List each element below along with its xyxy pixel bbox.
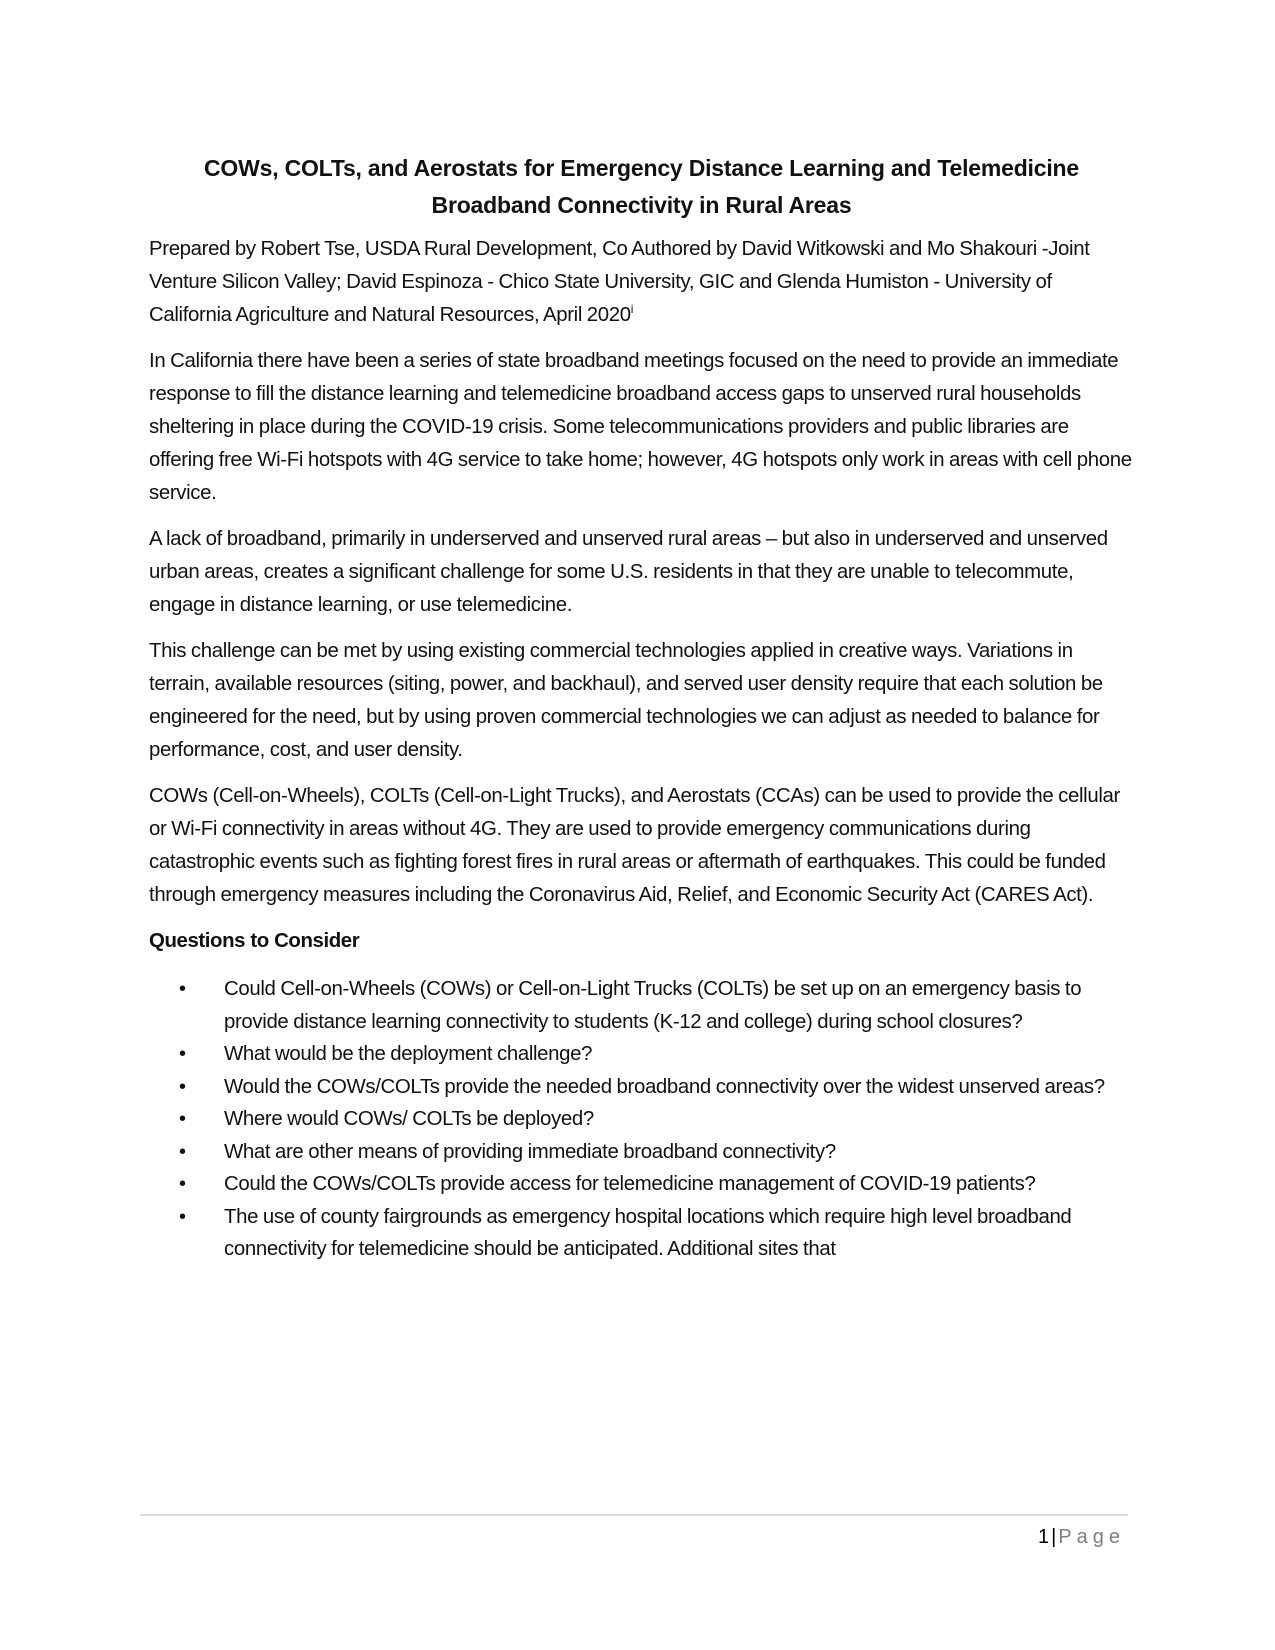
questions-heading: Questions to Consider	[149, 930, 360, 952]
question-text: The use of county fairgrounds as emergency hospital locations which require high level broadband connectivity for telemedicine should be anticipated. Additional sites that	[224, 1205, 1072, 1260]
bullet-icon: •	[179, 1205, 186, 1228]
footer-divider	[140, 1514, 1128, 1516]
list-item	[149, 1038, 1134, 1071]
list-item	[149, 1168, 1134, 1201]
question-text: Where would COWs/ COLTs be deployed?	[224, 1108, 594, 1130]
list-item	[149, 1103, 1134, 1136]
question-text: Could the COWs/COLTs provide access for telemedicine management of COVID-19 patients?	[224, 1173, 1036, 1195]
paragraph-challenge: This challenge can be met by using existing commercial technologies applied in creative ways. Variations in terrain, available resources (siting, power, and backhaul), and served user density require that each solution be engineered for the need, but by using proven commercial technologies we can adjust as needed to balance for performance, cost, and user density.	[149, 640, 1103, 761]
page-footer	[1038, 1522, 1125, 1552]
question-text: Could Cell-on-Wheels (COWs) or Cell-on-Light Trucks (COLTs) be set up on an emergency basis to provide distance learning connectivity to students (K-12 and college) during school closures?	[224, 978, 1082, 1033]
footnote-marker[interactable]: i	[630, 302, 634, 317]
list-item	[149, 1136, 1134, 1169]
byline-text: Prepared by Robert Tse, USDA Rural Development, Co Authored by David Witkowski and Mo Shakouri -Joint Venture Silicon Valley; David Espinoza - Chico State University, GIC and Glenda Humiston - University of California Agriculture and Natural Resources, April 2020	[149, 238, 1090, 326]
bullet-icon: •	[179, 1075, 186, 1098]
list-item	[149, 973, 1134, 1038]
bullet-icon: •	[179, 978, 186, 1000]
page-content	[149, 150, 1134, 1266]
title-line-2: Broadband Connectivity in Rural Areas	[431, 192, 852, 218]
paragraph-cows-colts: COWs (Cell-on-Wheels), COLTs (Cell-on-Light Trucks), and Aerostats (CCAs) can be used to provide the cellular or Wi-Fi connectivity in areas without 4G. They are used to provide emergency communications during catastrophic events such as fighting forest fires in rural areas or aftermath of earthquakes. This could be funded through emergency measures including the Coronavirus Aid, Relief, and Economic Security Act (CARES Act).	[149, 785, 1120, 906]
bullet-icon: •	[179, 1140, 186, 1163]
byline	[149, 233, 1134, 332]
question-text: Would the COWs/COLTs provide the needed broadband connectivity over the widest unserved areas?	[224, 1075, 1105, 1098]
bullet-icon: •	[179, 1173, 186, 1195]
page-label: Page	[1058, 1526, 1125, 1548]
question-text: What are other means of providing immediate broadband connectivity?	[224, 1140, 836, 1163]
title-line-1: COWs, COLTs, and Aerostats for Emergency Distance Learning and Telemedicine	[204, 155, 1079, 181]
document-title	[149, 150, 1134, 224]
bullet-icon: •	[179, 1108, 186, 1130]
paragraph-california-meetings: In California there have been a series of state broadband meetings focused on the need to provide an immediate response to fill the distance learning and telemedicine broadband access gaps to unserved rural households sheltering in place during the COVID-19 crisis. Some telecommunications providers and public libraries are offering free Wi-Fi hotspots with 4G service to take home; however, 4G hotspots only work in areas with cell phone service.	[149, 350, 1132, 504]
bullet-icon: •	[179, 1043, 186, 1065]
question-text: What would be the deployment challenge?	[224, 1043, 593, 1065]
list-item	[149, 1201, 1134, 1266]
questions-list	[149, 973, 1134, 1266]
paragraph-lack-of-broadband: A lack of broadband, primarily in underserved and unserved rural areas – but also in underserved and unserved urban areas, creates a significant challenge for some U.S. residents in that they are unable to telecommute, engage in distance learning, or use telemedicine.	[149, 528, 1108, 616]
page-number: 1	[1037, 1526, 1050, 1548]
list-item	[149, 1071, 1134, 1104]
footer-separator: |	[1051, 1526, 1057, 1548]
